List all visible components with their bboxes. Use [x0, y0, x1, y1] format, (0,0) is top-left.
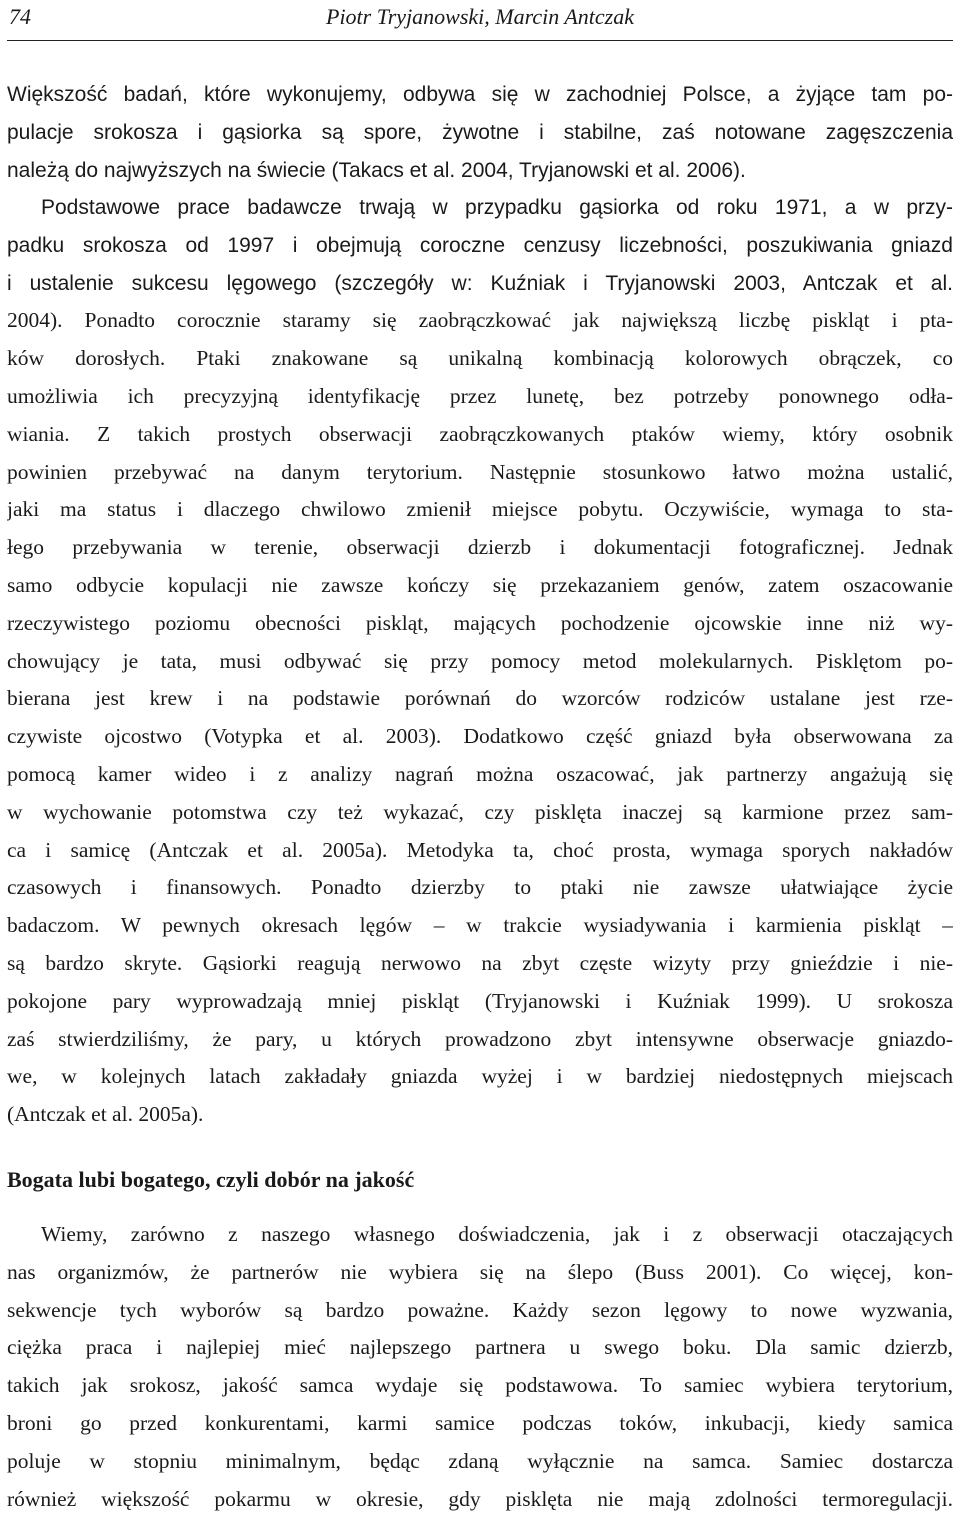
text-line: rzeczywistego poziomu obecności piskląt, mających pochodzenie ojcowskie inne niż wy- [7, 610, 953, 635]
text-line: broni go przed konkurentami, karmi samice podczas toków, inkubacji, kiedy samica [7, 1410, 953, 1435]
text-line: takich jak srokosz, jakość samca wydaje się podstawowa. To samiec wybiera terytorium, [7, 1373, 953, 1398]
text-line: nas organizmów, że partnerów nie wybiera się na ślepo (Buss 2001). Co więcej, kon- [7, 1259, 953, 1284]
page-number: 74 [9, 4, 31, 29]
text-line: powinien przebywać na danym terytorium. Następnie stosunkowo łatwo można ustalić, [7, 459, 953, 484]
running-header [7, 0, 953, 41]
text-line: pokojone pary wyprowadzają mniej piskląt (Tryjanowski i Kuźniak 1999). U srokosza [7, 988, 953, 1013]
text-line: są bardzo skryte. Gąsiorki reagują nerwowo na zbyt częste wizyty przy gnieździe i nie- [7, 950, 953, 975]
text-line: Podstawowe prace badawcze trwają w przypadku gąsiorka od roku 1971, a w przy- [41, 196, 953, 219]
text-line: ciężka praca i najlepiej mieć najlepszego partnera u swego boku. Dla samic dzierzb, [7, 1335, 953, 1360]
text-line: sekwencje tych wyborów są bardzo poważne. Każdy sezon lęgowy to nowe wyzwania, [7, 1297, 953, 1322]
section-heading: Bogata lubi bogatego, czyli dobór na jakość [7, 1167, 415, 1192]
text-line: poluje w stopniu minimalnym, będąc zdaną wyłącznie na samca. Samiec dostarcza [7, 1448, 953, 1473]
text-line: samo odbycie kopulacji nie zawsze kończy się przekazaniem genów, zatem oszacowanie [7, 572, 953, 597]
text-line: czywiste ojcostwo (Votypka et al. 2003). Dodatkowo część gniazd była obserwowana za [7, 724, 953, 749]
paragraph-1 [7, 76, 953, 189]
running-title: Piotr Tryjanowski, Marcin Antczak [326, 4, 634, 29]
text-line: badaczom. W pewnych okresach lęgów – w trakcie wysiadywania i karmienia piskląt – [7, 913, 953, 938]
text-line: łego przebywania w terenie, obserwacji dzierzb i dokumentacji fotograficznej. Jednak [7, 535, 953, 560]
text-line: należą do najwyższych na świecie (Takacs et al. 2004, Tryjanowski et al. 2006). [7, 158, 746, 182]
book-page [7, 0, 953, 1511]
text-line: ków dorosłych. Ptaki znakowane są unikalną kombinacją kolorowych obrączek, co [7, 346, 953, 371]
text-line: chowujący je tata, musi odbywać się przy pomocy metod molekularnych. Pisklętom po- [7, 648, 953, 673]
text-line: zaś stwierdziliśmy, że pary, u których prowadzono zbyt intensywne obserwacje gniazdo- [7, 1026, 953, 1051]
text-line: pomocą kamer wideo i z analizy nagrań można oszacować, jak partnerzy angażują się [7, 761, 953, 786]
text-line: w wychowanie potomstwa czy też wykazać, czy pisklęta inaczej są karmione przez sam- [7, 799, 953, 824]
text-line: pulacje srokosza i gąsiorka są spore, żywotne i stabilne, zaś notowane zagęszczenia [7, 120, 953, 144]
text-line: (Antczak et al. 2005a). [7, 1102, 204, 1127]
text-line: Wiemy, zarówno z naszego własnego doświadczenia, jak i z obserwacji otaczających [41, 1222, 953, 1246]
section-paragraph [7, 1216, 953, 1518]
text-line: padku srokosza od 1997 i obejmują coroczne cenzusy liczebności, poszukiwania gniazd [7, 233, 953, 257]
paragraph-2 [7, 189, 953, 1134]
text-line: również większość pokarmu w okresie, gdy pisklęta nie mają zdolności termoregulacji. [7, 1486, 953, 1511]
text-line: jaki ma status i dlaczego chwilowo zmienił miejsce pobytu. Oczywiście, wymaga to sta- [7, 497, 953, 522]
text-line: wiania. Z takich prostych obserwacji zaobrączkowanych ptaków wiemy, który osobnik [7, 421, 953, 446]
text-line: ca i samicę (Antczak et al. 2005a). Metodyka ta, choć prosta, wymaga sporych nakładów [7, 837, 953, 862]
text-line: bierana jest krew i na podstawie porównań do wzorców rodziców ustalane jest rze- [7, 686, 953, 711]
text-line: czasowych i finansowych. Ponadto dzierzby to ptaki nie zawsze ułatwiające życie [7, 875, 953, 900]
text-line: i ustalenie sukcesu lęgowego (szczegóły w: Kuźniak i Tryjanowski 2003, Antczak et al. [7, 271, 953, 295]
text-line: Większość badań, które wykonujemy, odbywa się w zachodniej Polsce, a żyjące tam po- [7, 83, 953, 106]
text-line: we, w kolejnych latach zakładały gniazda wyżej i w bardziej niedostępnych miejscach [7, 1064, 953, 1089]
text-line: 2004). Ponadto corocznie staramy się zaobrączkować jak największą liczbę piskląt i pta- [7, 308, 953, 333]
text-line: umożliwia ich precyzyjną identyfikację przez lunetę, bez potrzeby ponownego odła- [7, 383, 953, 408]
